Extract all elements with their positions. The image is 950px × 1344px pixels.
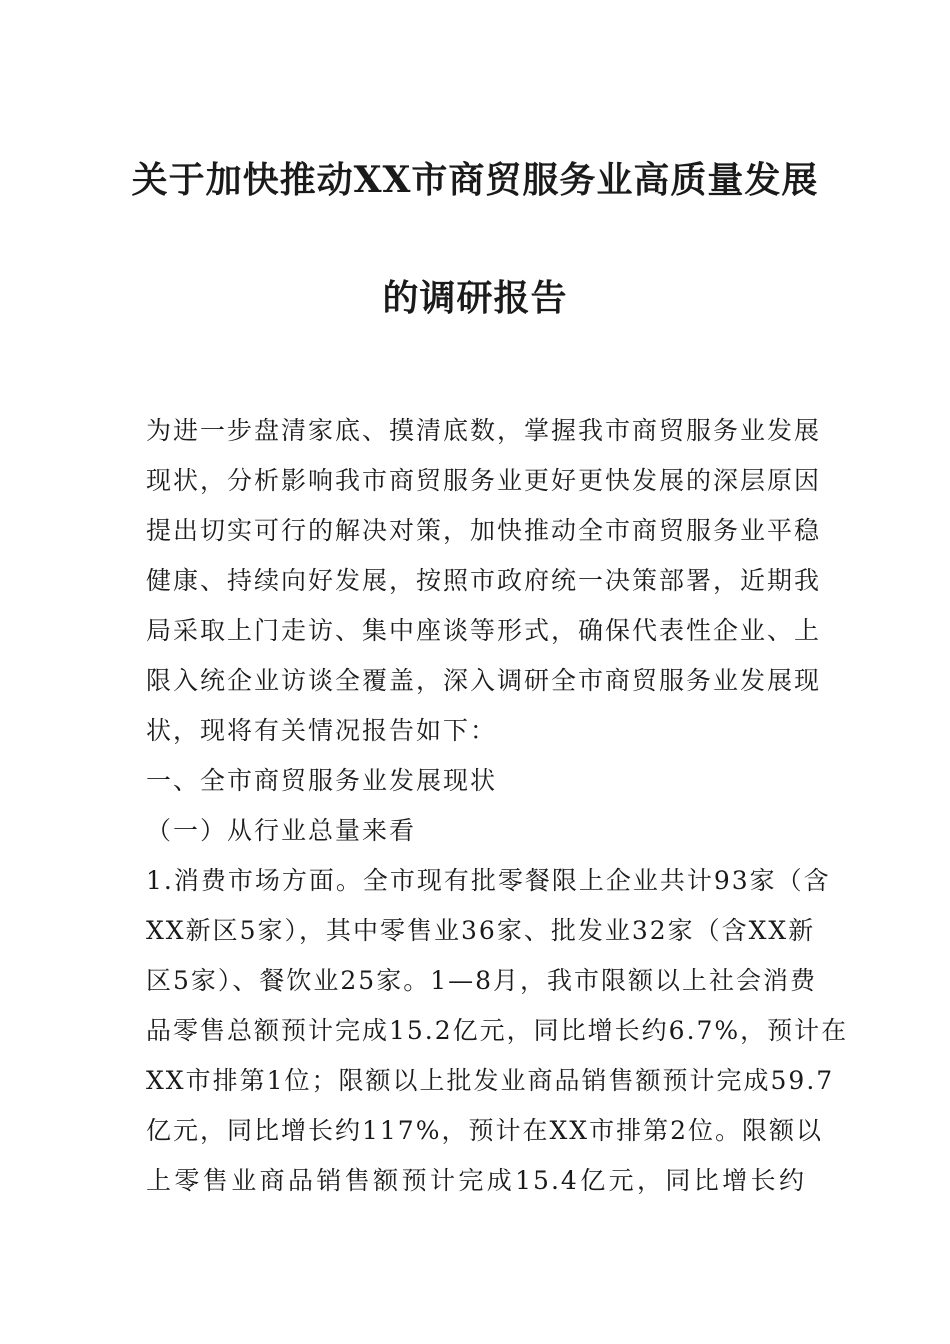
section-heading: 一、全市商贸服务业发展现状: [146, 766, 498, 795]
body-line: 上零售业商品销售额预计完成15.4亿元，同比增长约: [146, 1166, 806, 1195]
document-body: [146, 406, 849, 1206]
body-line: 健康、持续向好发展，按照市政府统一决策部署，近期我: [146, 566, 822, 595]
body-line: 限入统企业访谈全覆盖，深入调研全市商贸服务业发展现: [146, 666, 822, 695]
body-line: 品零售总额预计完成15.2亿元，同比增长约6.7%，预计在: [146, 1016, 849, 1045]
body-line: 区5家）、餐饮业25家。1—8月，我市限额以上社会消费: [146, 966, 818, 995]
document-title-line-2: 的调研报告: [382, 277, 568, 319]
body-line: 局采取上门走访、集中座谈等形式，确保代表性企业、上: [146, 616, 822, 645]
body-line: 现状，分析影响我市商贸服务业更好更快发展的深层原因: [146, 466, 822, 495]
body-line: 为进一步盘清家底、摸清底数，掌握我市商贸服务业发展: [146, 416, 822, 445]
body-line: XX新区5家），其中零售业36家、批发业32家（含XX新: [146, 916, 816, 945]
body-line: XX市排第1位；限额以上批发业商品销售额预计完成59.7: [146, 1066, 835, 1095]
body-line: 状，现将有关情况报告如下：: [146, 716, 498, 745]
body-line: 1.消费市场方面。全市现有批零餐限上企业共计93家（含: [146, 866, 831, 895]
subsection-heading: （一）从行业总量来看: [146, 816, 417, 845]
body-line: 提出切实可行的解决对策，加快推动全市商贸服务业平稳: [146, 516, 822, 545]
body-line: 亿元，同比增长约117%，预计在XX市排第2位。限额以: [146, 1116, 823, 1145]
document-title-line-1: 关于加快推动XX市商贸服务业高质量发展: [131, 159, 819, 201]
